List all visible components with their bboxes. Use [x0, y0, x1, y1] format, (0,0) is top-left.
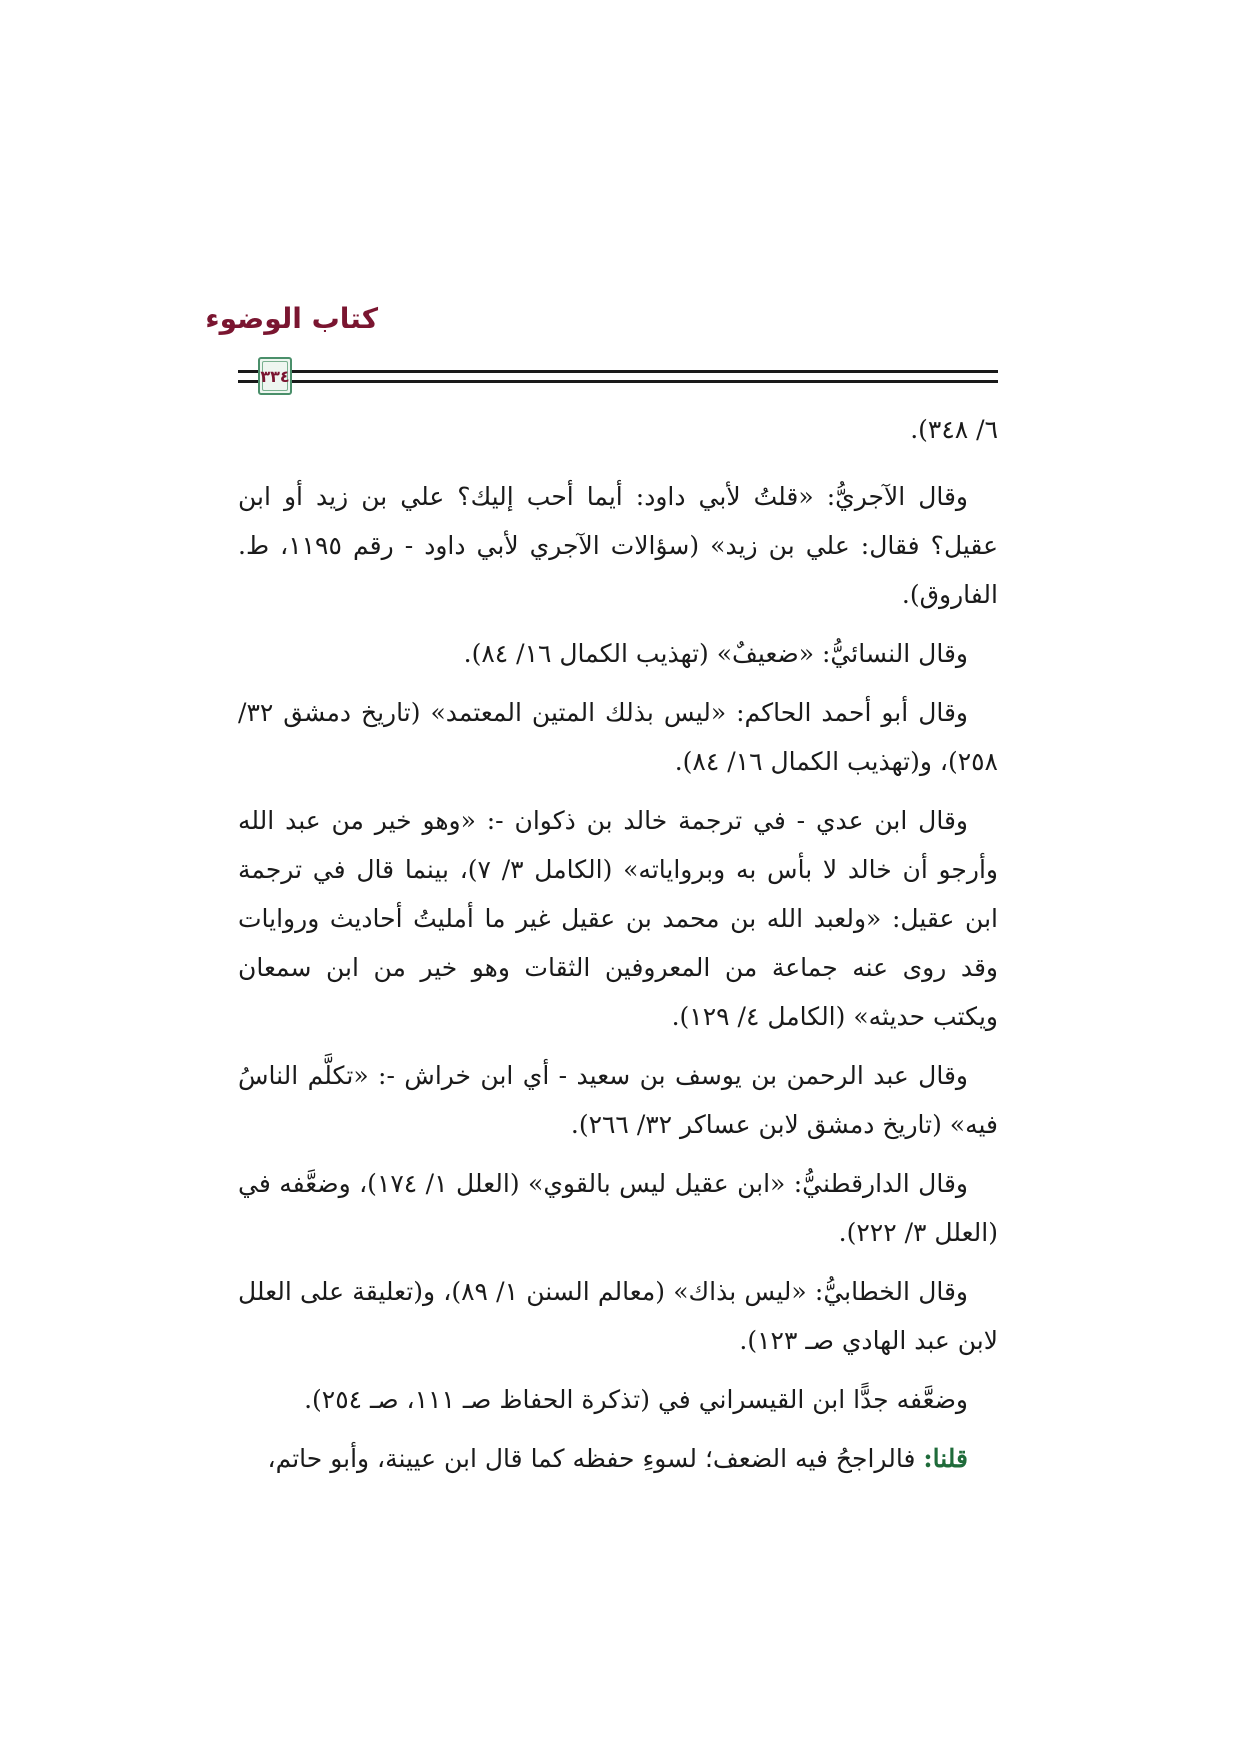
page-body	[238, 405, 998, 1493]
header-rule-top	[290, 370, 998, 373]
continuation-line: ٦/ ٣٤٨).	[910, 415, 998, 444]
header-rule-left-top	[238, 370, 260, 373]
header-rule-bottom	[290, 380, 998, 383]
paragraph-ibn-qaysarani: وضعَّفه جدًّا ابن القيسراني في (تذكرة الحفاظ صـ ١١١، صـ ٢٥٤).	[304, 1385, 968, 1414]
paragraph-daraqutni: وقال الدارقطنيُّ: «ابن عقيل ليس بالقوي» (العلل ١/ ١٧٤)، وضعَّفه في (العلل ٣/ ٢٢٢).	[238, 1169, 998, 1247]
paragraph-khattabi: وقال الخطابيُّ: «ليس بذاك» (معالم السنن ١/ ٨٩)، و(تعليقة على العلل لابن عبد الهادي صـ ١٢٣).	[238, 1277, 998, 1355]
paragraph-ajurri: وقال الآجريُّ: «قلتُ لأبي داود: أيما أحب إليك؟ علي بن زيد أو ابن عقيل؟ فقال: علي بن زيد» (سؤالات الآجري لأبي داود - رقم ١١٩٥، ط. الفاروق).	[238, 482, 998, 609]
page-number-badge	[258, 357, 292, 395]
paragraph-ibn-adi: وقال ابن عدي - في ترجمة خالد بن ذكوان -: «وهو خير من عبد الله وأرجو أن خالد لا بأس به وبرواياته» (الكامل ٣/ ٧)، بينما قال في ترجمة ابن عقيل: «ولعبد الله بن محمد بن عقيل غير ما أمليتُ أحاديث وروايات وقد روى عنه جماعة من المعروفين الثقات وهو خير من ابن سمعان ويكتب حديثه» (الكامل ٤/ ١٢٩).	[238, 806, 998, 1031]
conclusion-lead: قلنا:	[923, 1444, 968, 1473]
paragraph-hakim: وقال أبو أحمد الحاكم: «ليس بذلك المتين المعتمد» (تاريخ دمشق ٣٢/ ٢٥٨)، و(تهذيب الكمال ١٦/ ٨٤).	[238, 698, 998, 776]
page-number: ٣٣٤	[260, 366, 290, 386]
paragraph-nasai: وقال النسائيُّ: «ضعيفٌ» (تهذيب الكمال ١٦/ ٨٤).	[463, 639, 968, 668]
paragraph-ibn-khirash: وقال عبد الرحمن بن يوسف بن سعيد - أي ابن خراش -: «تكلَّم الناسُ فيه» (تاريخ دمشق لابن عساكر ٣٢/ ٢٦٦).	[238, 1061, 998, 1139]
conclusion-text: فالراجحُ فيه الضعف؛ لسوءِ حفظه كما قال ابن عيينة، وأبو حاتم،	[267, 1444, 924, 1473]
book-title: كتاب الوضوء	[205, 302, 378, 335]
header-rule-left-bottom	[238, 380, 260, 383]
paragraph-conclusion	[238, 1434, 998, 1483]
